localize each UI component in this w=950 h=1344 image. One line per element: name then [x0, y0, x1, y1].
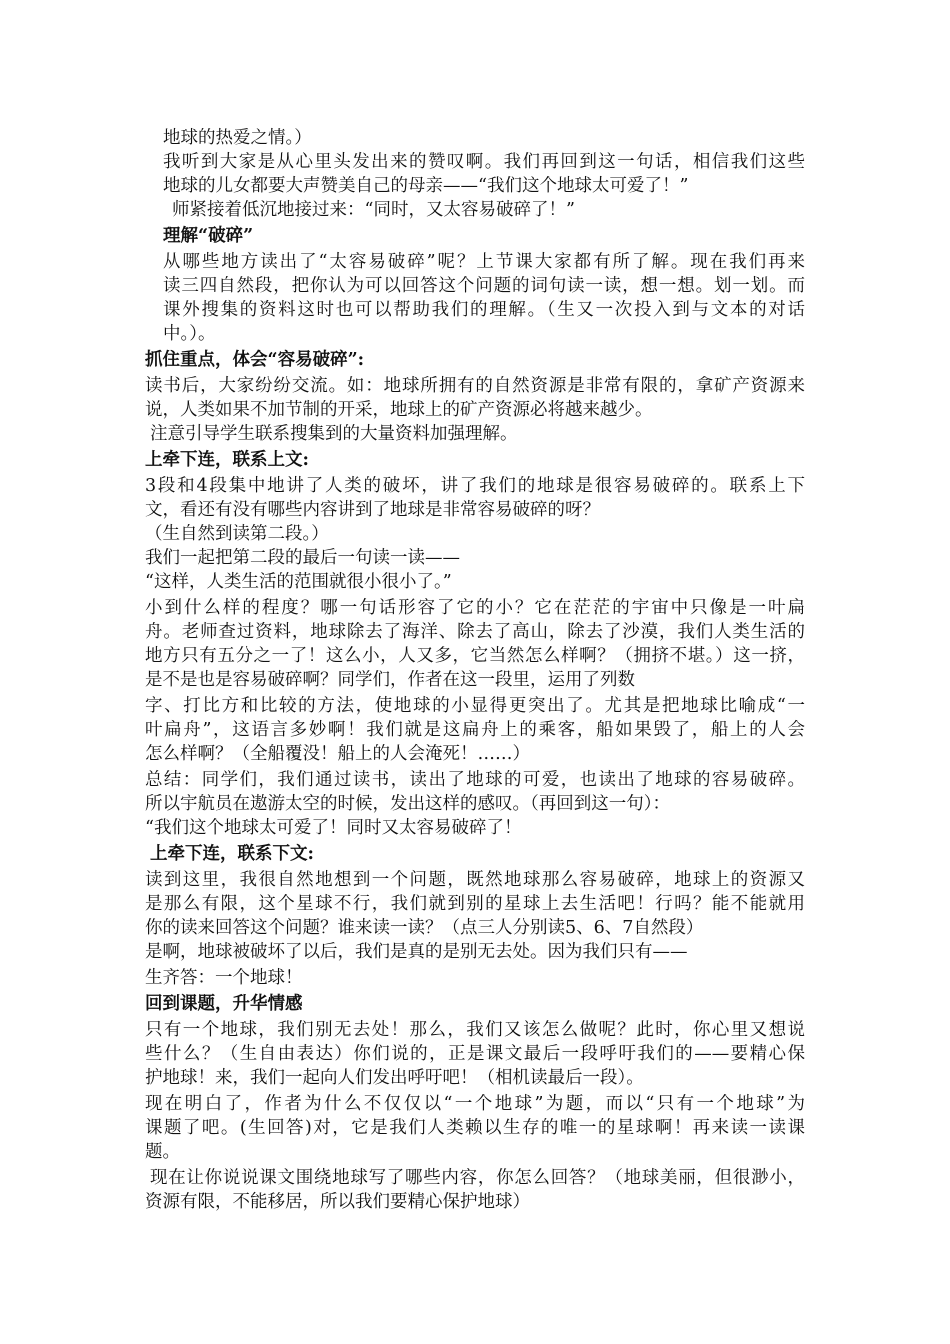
text-line: 读书后，大家纷纷交流。如：地球所拥有的自然资源是非常有限的，拿矿产资源来: [145, 376, 805, 396]
text-line: 是不是也是容易破碎啊？同学们，作者在这一段里，运用了列数: [145, 670, 635, 690]
text-line: 我们一起把第二段的最后一句读一读——: [145, 548, 460, 568]
text-line: 资源有限，不能移居，所以我们要精心保护地球）: [145, 1192, 530, 1212]
text-line: 注意引导学生联系搜集到的大量资料加强理解。: [150, 424, 518, 444]
text-line: 课外搜集的资料这时也可以帮助我们的理解。（生又一次投入到与文本的对话: [163, 300, 805, 320]
text-line: 读到这里，我很自然地想到一个问题，既然地球那么容易破碎，地球上的资源又: [145, 870, 805, 890]
text-line: 舟。老师查过资料，地球除去了海洋、除去了高山，除去了沙漠，我们人类生活的: [145, 622, 805, 642]
text-line: “这样，人类生活的范围就很小很小了。”: [145, 572, 452, 592]
text-line: 生齐答：一个地球！: [145, 968, 303, 988]
text-line: 从哪些地方读出了“太容易破碎”呢？上节课大家都有所了解。现在我们再来: [163, 252, 805, 272]
text-line: 是啊，地球被破坏了以后，我们是真的是别无去处。因为我们只有——: [145, 942, 688, 962]
section-heading: 上牵下连，联系上文:: [145, 450, 309, 470]
section-heading: 理解“破碎”: [163, 226, 254, 246]
section-heading: 回到课题，升华情感: [145, 994, 303, 1014]
text-line: 些什么？（生自由表达）你们说的，正是课文最后一段呼吁我们的——要精心保: [145, 1044, 805, 1064]
text-line: 小到什么样的程度？哪一句话形容了它的小？它在茫茫的宇宙中只像是一叶扁: [145, 598, 805, 618]
text-line: 你的读来回答这个问题？谁来读一读？（点三人分别读5、6、7自然段）: [145, 918, 704, 938]
text-line: 3段和4段集中地讲了人类的破坏，讲了我们的地球是很容易破碎的。联系上下: [145, 476, 805, 496]
text-line: 文，看还有没有哪些内容讲到了地球是非常容易破碎的呀？: [145, 500, 600, 520]
text-line: “我们这个地球太可爱了！同时又太容易破碎了！: [145, 818, 522, 838]
section-heading: 上牵下连，联系下文:: [150, 844, 314, 864]
text-line: 字、打比方和比较的方法，使地球的小显得更突出了。尤其是把地球比喻成“一: [145, 696, 805, 716]
text-line: 怎么样啊？（全船覆没！船上的人会淹死！……）: [145, 744, 530, 764]
text-line: 现在明白了，作者为什么不仅仅以“一个地球”为题，而以“只有一个地球”为: [145, 1094, 805, 1114]
text-line: 题。: [145, 1142, 180, 1162]
text-line: 护地球！来，我们一起向人们发出呼吁吧！（相机读最后一段）。: [145, 1068, 644, 1088]
text-line: 我听到大家是从心里头发出来的赞叹啊。我们再回到这一句话，相信我们这些: [163, 152, 805, 172]
text-line: 只有一个地球，我们别无去处！那么，我们又该怎么做呢？此时，你心里又想说: [145, 1020, 805, 1040]
section-heading: 抓住重点，体会“容易破碎”:: [145, 350, 365, 370]
text-line: 所以宇航员在遨游太空的时候，发出这样的感叹。（再回到这一句）：: [145, 794, 670, 814]
text-line: 地方只有五分之一了！这么小，人又多，它当然怎么样啊？（拥挤不堪。）这一挤，: [145, 646, 805, 666]
text-line: 地球的热爱之情。）: [163, 128, 312, 148]
text-line: 总结：同学们，我们通过读书，读出了地球的可爱，也读出了地球的容易破碎。: [145, 770, 805, 790]
text-line: 说，人类如果不加节制的开采，地球上的矿产资源必将越来越少。: [145, 400, 653, 420]
text-line: （生自然到读第二段。）: [145, 524, 329, 544]
text-line: 读三四自然段，把你认为可以回答这个问题的词句读一读，想一想。划一划。而: [163, 276, 805, 296]
text-line: 叶扁舟”，这语言多妙啊！我们就是这扁舟上的乘客，船如果毁了，船上的人会: [145, 720, 805, 740]
text-line: 师紧接着低沉地接过来：“同时，又太容易破碎了！”: [172, 200, 575, 220]
text-line: 现在让你说说课文围绕地球写了哪些内容，你怎么回答？（地球美丽，但很渺小，: [150, 1168, 805, 1188]
text-line: 地球的儿女都要大声赞美自己的母亲——“我们这个地球太可爱了！”: [163, 176, 689, 196]
text-line: 是那么有限，这个星球不行，我们就到别的星球上去生活吧！行吗？能不能就用: [145, 894, 805, 914]
text-line: 中。）。: [163, 324, 216, 344]
text-line: 课题了吧。(生回答)对，它是我们人类赖以生存的唯一的星球啊！再来读一读课: [145, 1118, 805, 1138]
